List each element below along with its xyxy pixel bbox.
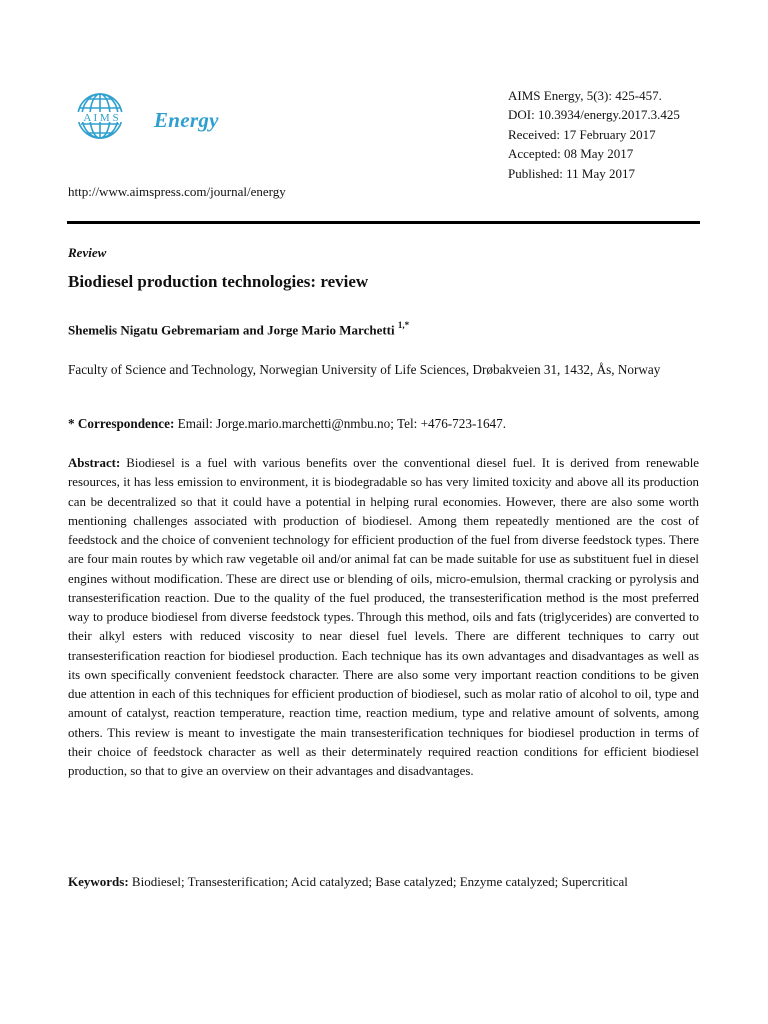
- published-date: Published: 11 May 2017: [508, 165, 635, 181]
- abstract-label: Abstract:: [68, 456, 121, 470]
- section-label: Review: [68, 245, 107, 260]
- abstract: [68, 454, 699, 781]
- correspondence: [68, 416, 506, 432]
- keywords-label: Keywords:: [68, 874, 129, 889]
- author-list: [68, 321, 409, 338]
- received-date: Received: 17 February 2017: [508, 126, 656, 142]
- keywords: [68, 872, 699, 891]
- correspondence-text: Email: Jorge.mario.marchetti@nmbu.no; Tel: +476-723-1647.: [174, 416, 507, 431]
- affiliation: Faculty of Science and Technology, Norwegian University of Life Sciences, Drøbakveien 31, 1432, Ås, Norway: [68, 362, 661, 377]
- journal-url[interactable]: http://www.aimspress.com/journal/energy: [68, 184, 286, 199]
- author-mark: 1,*: [397, 320, 410, 330]
- publication-info: [508, 86, 680, 183]
- journal-name: Energy: [154, 108, 219, 132]
- header-divider: [67, 221, 700, 224]
- correspondence-label: * Correspondence:: [68, 416, 175, 431]
- abstract-text: Biodiesel is a fuel with various benefits over the conventional diesel fuel. It is derived from renewable resources, it has less emission to environment, it is biodegradable so has very limited toxicity and above all its production can be decentralized so that it could have a potential in helping rural economies. However, there are also some worth mentioning challenges associated with production of biodiesel. Among them repeatedly mentioned are the cost of feedstock and the choice of convenient technology for efficient production of the fuel from diverse feedstock types. There are four main routes by which raw vegetable oil and/or animal fat can be made suitable for use as substituent fuel in diesel engines without modification. These are direct use or blending of oils, micro-emulsion, thermal cracking or pyrolysis and transesterification reaction. Due to the quality of the fuel produced, the transesterification method is the most preferred way to produce biodiesel from diverse feedstock types. Through this method, oils and fats (triglycerides) are converted to their alkyl esters with reduced viscosity to near diesel fuel levels. There are different techniques to carry out transesterification reaction for biodiesel production. Each technique has its own advantages and disadvantages as well as its own specifically convenient feedstock character. There are also some very important reaction conditions to be given due attention in each of this techniques for efficient production of biodiesel, such as molar ratio of alcohol to oil, type and amount of catalyst, reaction temperature, reaction time, reaction medium, type and relative amount of solvents, among others. This review is meant to investigate the main transesterification techniques for biodiesel production in terms of their choice of feedstock character as well as their determinately required reaction conditions for efficient biodiesel production, so that to give an overview on their advantages and disadvantages.: [68, 456, 699, 778]
- citation: AIMS Energy, 5(3): 425-457.: [508, 88, 662, 103]
- keywords-text: Biodiesel; Transesterification; Acid catalyzed; Base catalyzed; Enzyme catalyzed; Supercritical: [128, 874, 628, 889]
- authors: Shemelis Nigatu Gebremariam and Jorge Mario Marchetti: [68, 322, 395, 338]
- article-title: Biodiesel production technologies: review: [68, 272, 369, 291]
- doi[interactable]: DOI: 10.3934/energy.2017.3.425: [508, 107, 680, 123]
- accepted-date: Accepted: 08 May 2017: [508, 146, 634, 162]
- logo-acronym: A I M S: [83, 112, 119, 124]
- globe-icon: [66, 88, 146, 148]
